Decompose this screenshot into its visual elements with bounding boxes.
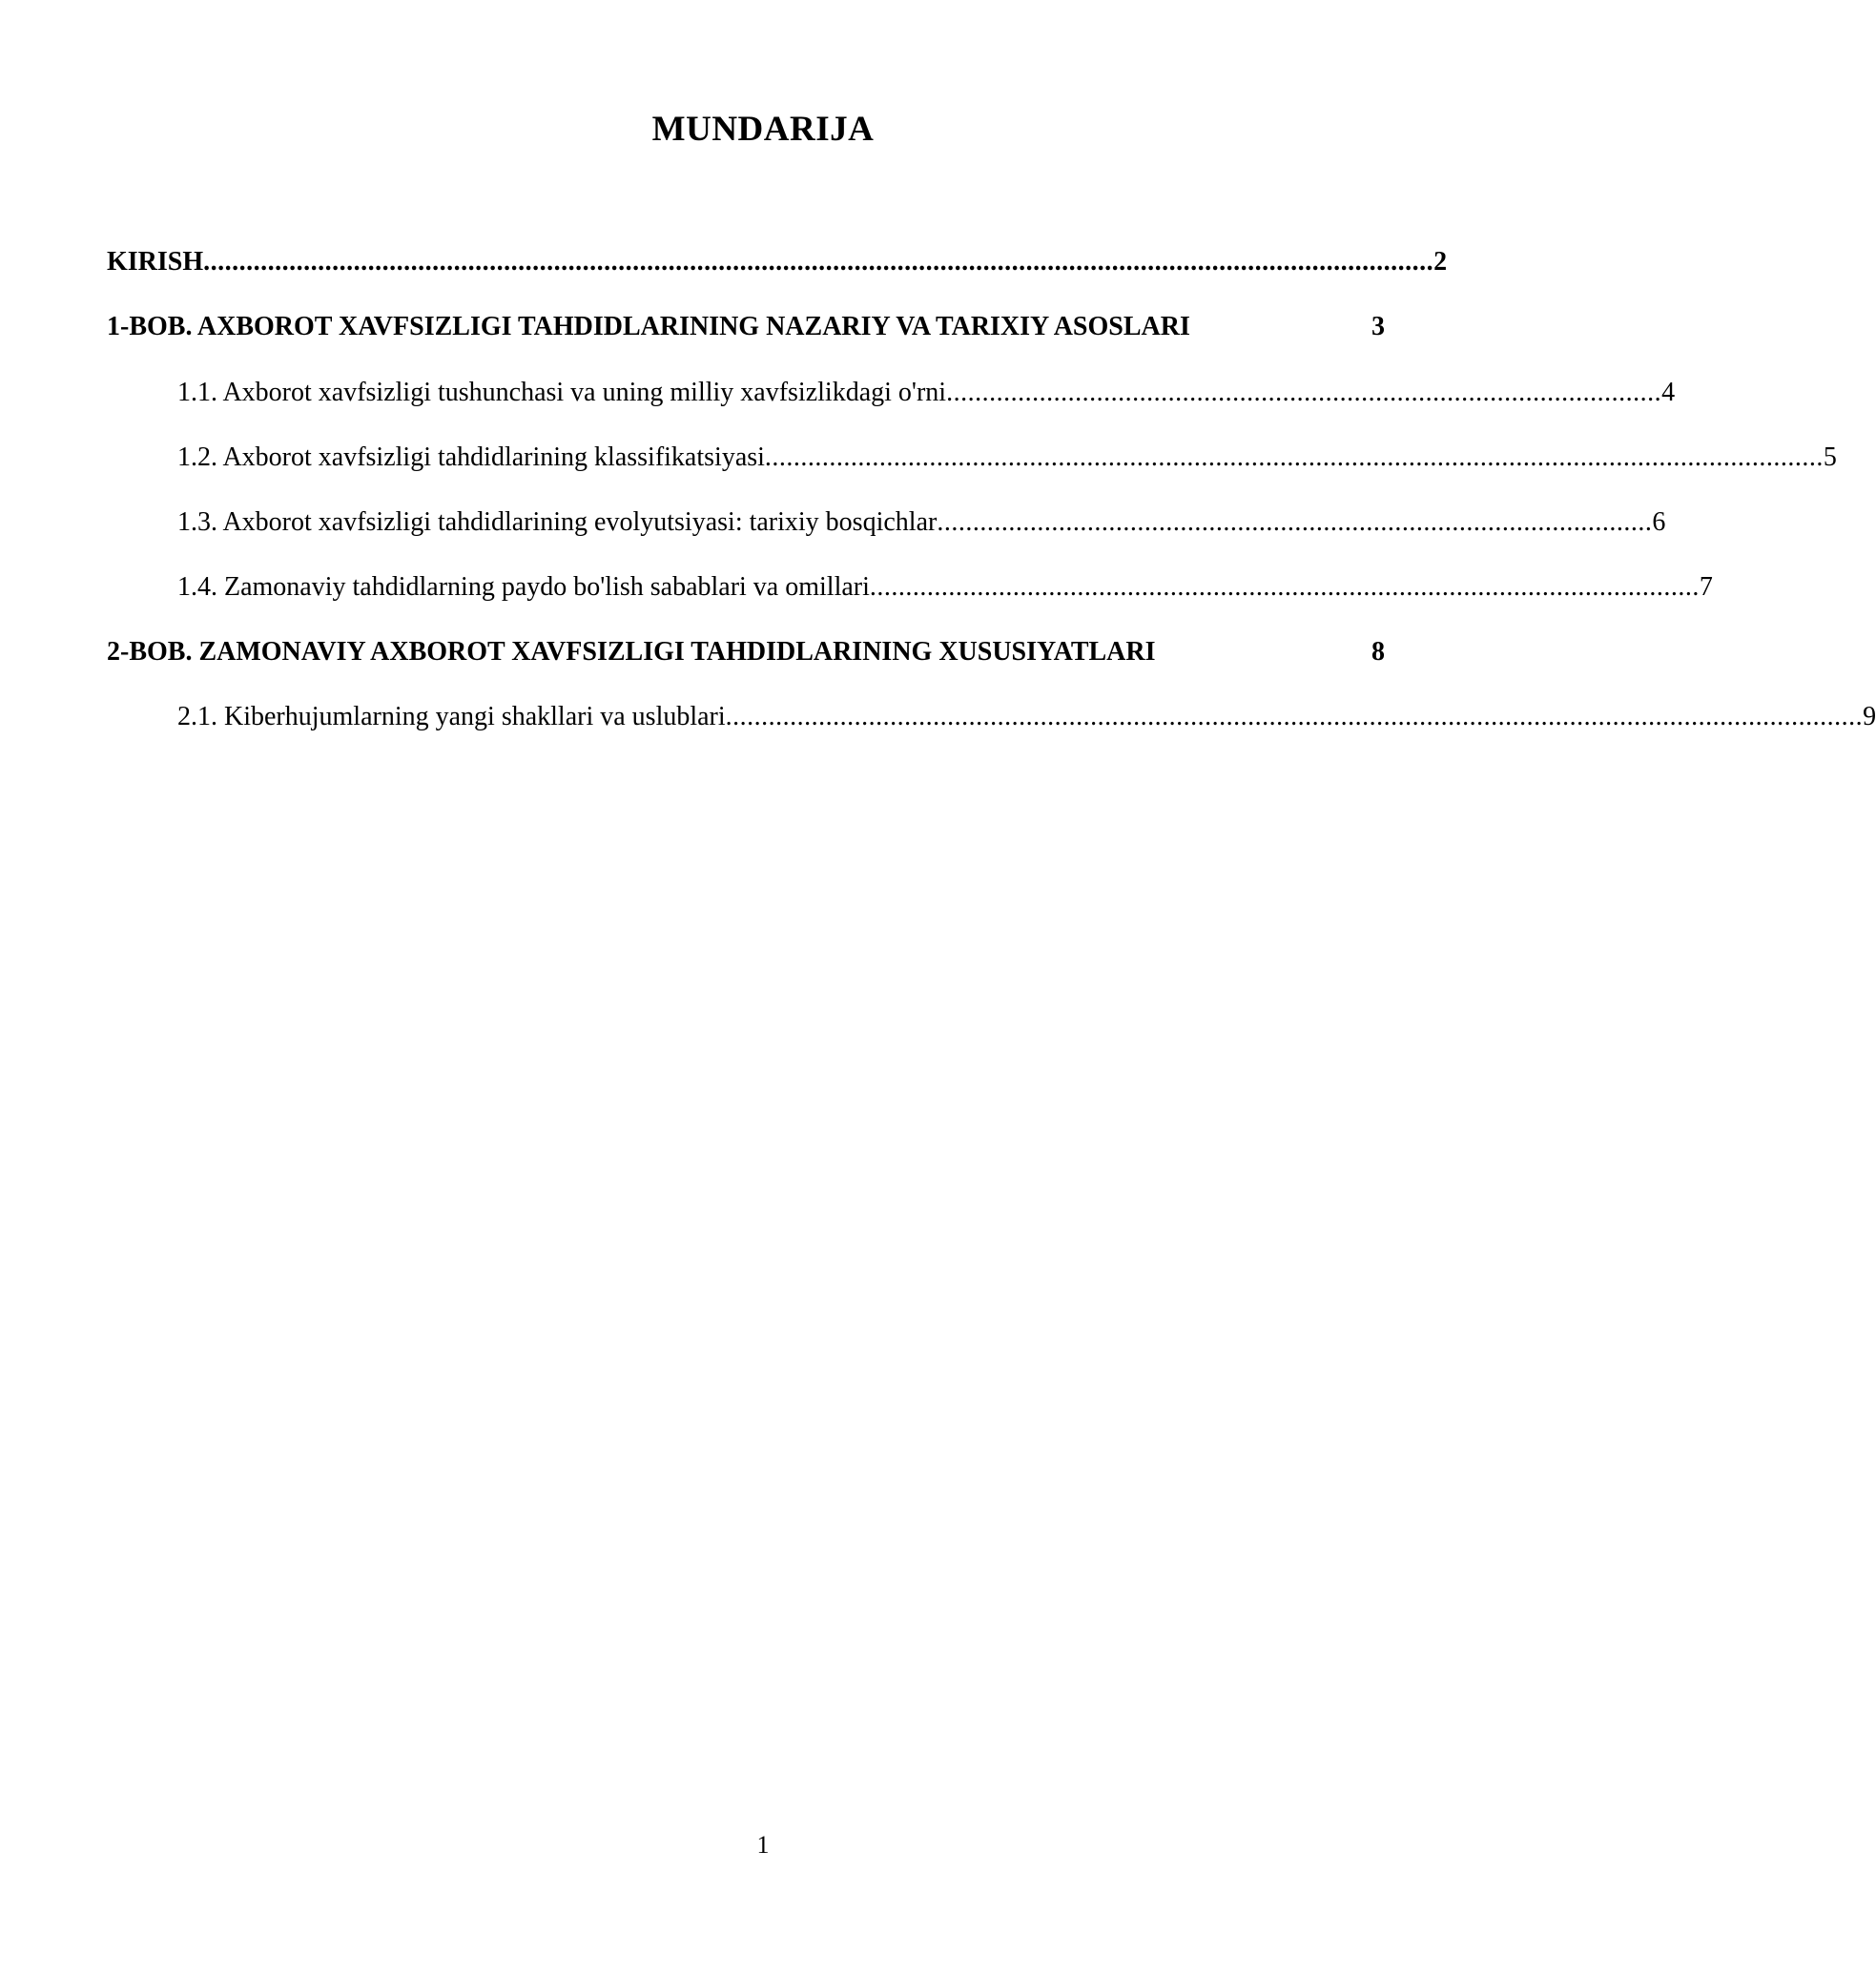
toc-page-number: 7 <box>1699 572 1713 602</box>
toc-page-number: 3 <box>1371 312 1385 341</box>
toc-leader-dots: ............................................................................................................................................................... <box>725 702 1864 731</box>
toc-entry-label: KIRISH <box>107 247 204 277</box>
toc-entry-kirish[interactable] <box>107 243 1448 281</box>
toc-page-number: 9 <box>1863 702 1876 731</box>
toc-entry-label: 1.3. Axborot xavfsizligi tahdidlarining evolyutsiyasi: tarixiy bosqichlar <box>177 507 938 537</box>
toc-entry-label: 1.1. Axborot xavfsizligi tushunchasi va uning milliy xavfsizlikdagi o'rni <box>177 378 947 407</box>
toc-entry-label: 1.2. Axborot xavfsizligi tahdidlarining klassifikatsiyasi <box>177 442 765 472</box>
toc-entry-label: 2-BOB. ZAMONAVIY AXBOROT XAVFSIZLIGI TAHDIDLARINING XUSUSIYATLARI <box>107 637 1156 667</box>
toc-entry-label: 1-BOB. AXBOROT XAVFSIZLIGI TAHDIDLARINING NAZARIY VA TARIXIY ASOSLARI <box>107 312 1190 341</box>
toc-leader-dots: .................................................................................................................................................... <box>764 442 1824 472</box>
toc-page-number: 2 <box>1433 247 1448 277</box>
toc-entry-label: 1.4. Zamonaviy tahdidlarning paydo bo'lish sabablari va omillari <box>177 572 870 602</box>
toc-page-number: 8 <box>1371 637 1385 667</box>
toc-entry-chapter-2[interactable] <box>107 633 1385 671</box>
toc-leader-dots: .................................................................................................................... <box>869 572 1700 602</box>
toc-leader-dots: .................................................................................................... <box>937 507 1653 537</box>
toc-leader-dots: ............................................................................................................................................................................ <box>203 247 1434 277</box>
toc-entry-1-3[interactable] <box>177 504 1666 542</box>
page-title: MUNDARIJA <box>651 110 875 149</box>
toc-entry-1-4[interactable] <box>177 568 1713 607</box>
toc-page-number: 4 <box>1661 378 1676 407</box>
toc-entry-1-2[interactable] <box>177 439 1837 477</box>
toc-page-number: 5 <box>1823 442 1837 472</box>
toc-entry-chapter-1[interactable] <box>107 308 1385 346</box>
page-number: 1 <box>756 1831 770 1859</box>
toc-entry-1-1[interactable] <box>177 374 1676 412</box>
toc-entry-2-1[interactable] <box>177 698 1876 736</box>
toc-entry-label: 2.1. Kiberhujumlarning yangi shakllari va uslublari <box>177 702 726 731</box>
toc-page-number: 6 <box>1652 507 1666 537</box>
toc-leader-dots: .................................................................................................... <box>946 378 1662 407</box>
